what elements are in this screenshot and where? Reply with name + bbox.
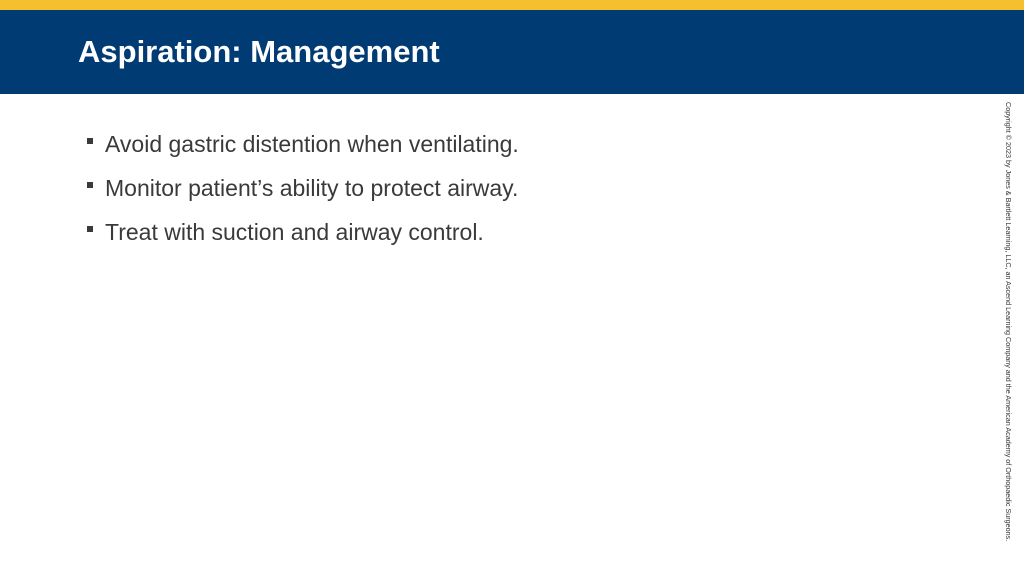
bullet-item bbox=[86, 216, 519, 260]
slide-title: Aspiration: Management bbox=[78, 34, 440, 69]
square-bullet-icon bbox=[87, 182, 93, 188]
title-bar bbox=[0, 10, 1024, 94]
copyright-notice: Copyright © 2023 by Jones & Bartlett Learning, LLC, an Ascend Learning Company and the American Academy of Orthopaedic Surgeons. bbox=[1004, 102, 1013, 542]
bullet-item bbox=[86, 128, 519, 172]
square-bullet-icon bbox=[87, 138, 93, 144]
bullet-text: Avoid gastric distention when ventilating. bbox=[105, 131, 519, 157]
bullet-text: Treat with suction and airway control. bbox=[105, 219, 484, 245]
bullet-list bbox=[86, 128, 519, 260]
square-bullet-icon bbox=[87, 226, 93, 232]
top-accent-bar bbox=[0, 0, 1024, 10]
bullet-text: Monitor patient’s ability to protect airway. bbox=[105, 175, 519, 201]
bullet-item bbox=[86, 172, 519, 216]
